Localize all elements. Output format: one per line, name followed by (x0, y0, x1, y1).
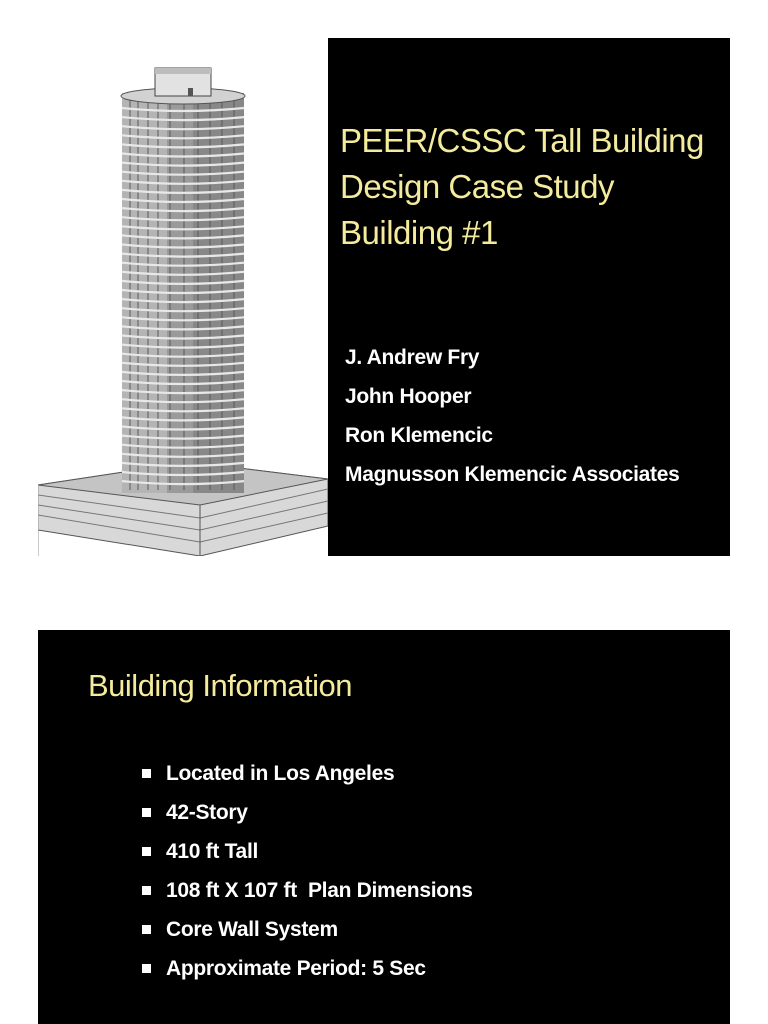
info-slide (38, 630, 730, 1024)
list-item (142, 793, 473, 832)
author-name: John Hooper (345, 385, 472, 408)
bullet-text: Located in Los Angeles (166, 762, 395, 785)
bullet-text: 410 ft Tall (166, 840, 259, 863)
title-slide (38, 38, 730, 556)
author-affiliation: Magnusson Klemencic Associates (345, 463, 680, 486)
bullet-list (142, 754, 473, 988)
title-panel (328, 38, 730, 556)
square-bullet-icon (142, 925, 151, 934)
info-slide-title: Building Information (88, 668, 352, 703)
square-bullet-icon (142, 808, 151, 817)
bullet-text: Approximate Period: 5 Sec (166, 957, 426, 980)
list-item (142, 949, 473, 988)
list-item (142, 832, 473, 871)
title-line: Building #1 (340, 214, 498, 251)
bullet-text: 108 ft X 107 ft Plan Dimensions (166, 879, 473, 902)
tower-model-icon (38, 38, 328, 556)
author-name: J. Andrew Fry (345, 346, 480, 369)
square-bullet-icon (142, 886, 151, 895)
slide-title (340, 118, 730, 256)
bullet-text: 42-Story (166, 801, 248, 824)
square-bullet-icon (142, 964, 151, 973)
title-line: Design Case Study (340, 168, 614, 205)
author-name: Ron Klemencic (345, 424, 493, 447)
list-item (142, 910, 473, 949)
title-line: PEER/CSSC Tall Building (340, 122, 704, 159)
bullet-text: Core Wall System (166, 918, 338, 941)
author-list (345, 338, 680, 494)
square-bullet-icon (142, 769, 151, 778)
square-bullet-icon (142, 847, 151, 856)
list-item (142, 871, 473, 910)
building-illustration (38, 38, 328, 556)
list-item (142, 754, 473, 793)
